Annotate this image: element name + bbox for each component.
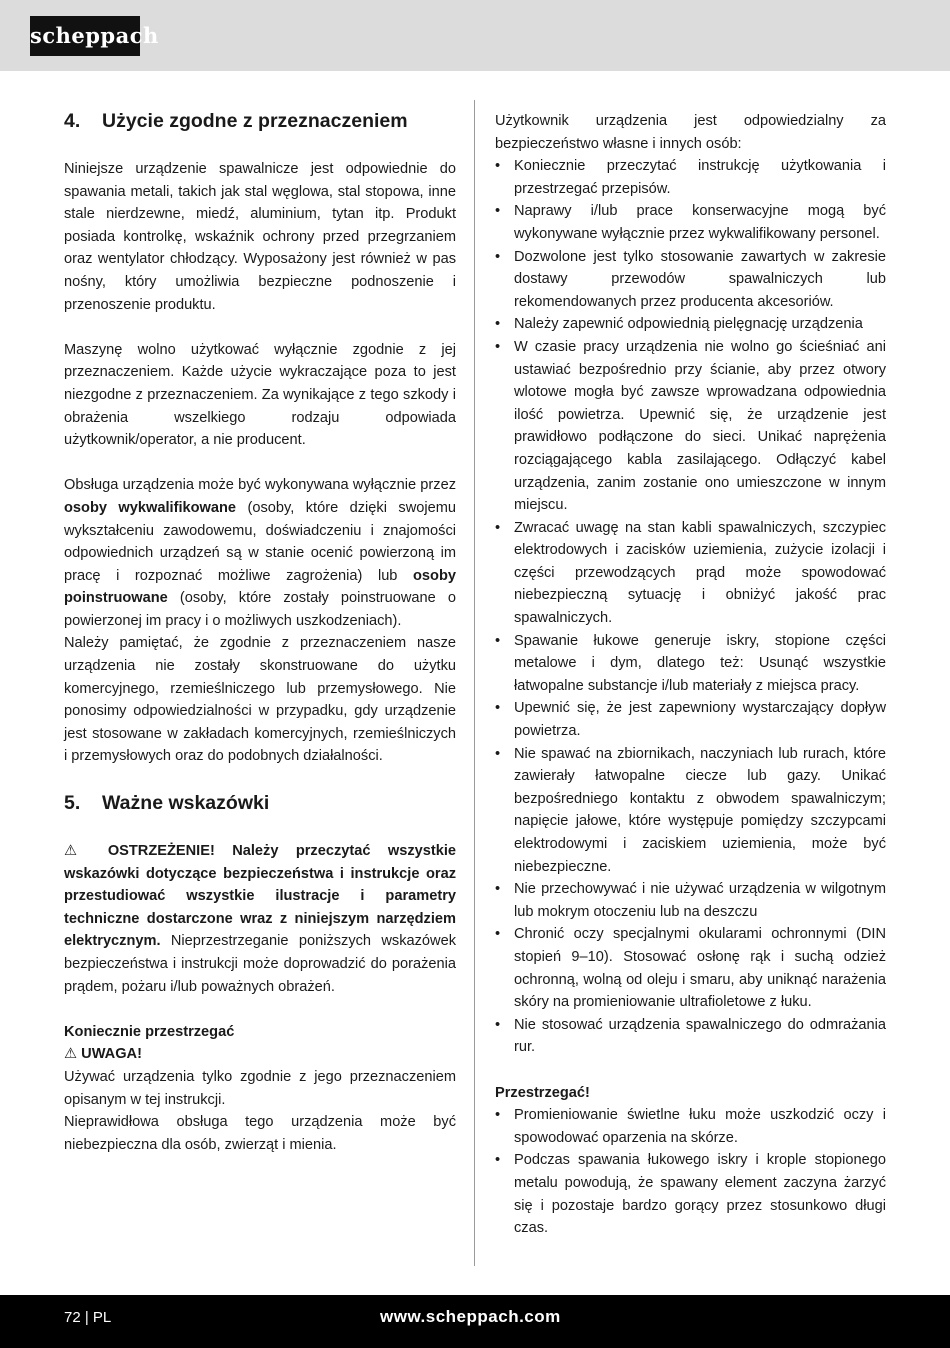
website-link[interactable]: www.scheppach.com (380, 1307, 561, 1326)
list-item: • Nie stosować urządzenia spawalniczego do odmrażania rur. (495, 1014, 886, 1059)
paragraph-non-commercial: Należy pamiętać, że zgodnie z przeznaczeniem nasze urządzenia nie zostały skonstruowane do użytku komercyjnego, rzemieślniczego lub przemysłowego. Nie ponosimy odpowiedzialności w przypadku, gdy urządzenie jest stosowane w zakładach komercyjnych, rzemieślniczych i przemysłowych oraz do podobnych działalności. (64, 635, 456, 765)
warning-text: Nieprzestrzeganie poniższych wskazówek bezpieczeństwa i instrukcji może doprowadzić do porażenia prądem, pożaru i/lub poważnych obrażeń. (64, 933, 456, 995)
list-item: • Spawanie łukowe generuje iskry, stopione części metalowe i dym, dlatego też: Usunąć wszystkie łatwopalne substancje i/lub materiały z miejsca pracy. (495, 630, 886, 698)
section-4-number: 4. (64, 110, 81, 132)
section-5-number: 5. (64, 792, 81, 815)
responsibility-intro: Użytkownik urządzenia jest odpowiedzialny za bezpieczeństwo własne i innych osób: (495, 113, 886, 152)
warning-bold-text: OSTRZEŻENIE! Należy przeczytać wszystkie wskazówki dotyczące bezpieczeństwa i instrukcje oraz przestudiować wszystkie ilustracje i parametry techniczne dostarczone wraz z niniejszym narzędziem elektrycznym. (64, 843, 456, 950)
caution-paragraph-1: Używać urządzenia tylko zgodnie z jego przeznaczeniem opisanym w tej instrukcji. (64, 1068, 456, 1108)
observe-heading: Koniecznie przestrzegać (64, 1023, 235, 1040)
left-column (64, 110, 456, 1156)
caution-label: ⚠ UWAGA! (64, 1046, 142, 1063)
brand-logo: scheppach (30, 16, 140, 56)
column-divider (474, 100, 475, 1266)
list-item: • W czasie pracy urządzenia nie wolno go ścieśniać ani ustawiać bezpośrednio przy ścianie, aby przez otwory wlotowe mogła być zawsze wprowadzana odpowiednia ilość powietrza. Upewnić się, że urządzenie jest prawidłowo podłączone do sieci. Unikać naprężenia rozciągającego kabla zasilającego. Odłączyć kabel urządzenia, zanim zostanie ono umieszczone w innym miejscu. (495, 336, 886, 517)
list-item: • Nie przechowywać i nie używać urządzenia w wilgotnym lub mokrym otoczeniu lub na deszczu (495, 878, 886, 923)
page-number: 72 | PL (64, 1309, 112, 1326)
warning-triangle-icon: ⚠ (64, 843, 91, 860)
list-item: • Naprawy i/lub prace konserwacyjne mogą być wykonywane wyłącznie przez wykwalifikowany personel. (495, 200, 886, 245)
qualified-persons: osoby wykwalifikowane (64, 499, 237, 516)
list-item: • Promieniowanie świetlne łuku może uszkodzić oczy i spowodować oparzenia na skórze. (495, 1104, 886, 1149)
list-item: • Podczas spawania łukowego iskry i krople stopionego metalu powodują, że spawany element zaczyna żarzyć się i pozostaje bardzo gorący przez stosunkowo długi czas. (495, 1149, 886, 1239)
paragraph-purpose: Niniejsze urządzenie spawalnicze jest odpowiednie do spawania metali, takich jak stal węglowa, stal stopowa, inne stale nierdzewne, miedź, aluminium, tytan itp. Produkt posiada kontrolkę, wskaźnik ochrony przed przegrzaniem oraz wentylator chłodzący. Wyposażony jest również w pas nośny, który umożliwia bezpieczne podnoszenie i przenoszenie produktu. (64, 161, 456, 313)
beware-list (495, 1104, 886, 1240)
list-item: • Nie spawać na zbiornikach, naczyniach lub rurach, które zawierały łatwopalne ciecze lub gazy. Unikać bezpośredniego kontaktu z obwodem spawalniczym; napięcie jałowe, które występuje pomiędzy szczypcami elektrodowymi i zaciskiem uziemienia, może być niebezpieczne. (495, 743, 886, 879)
list-item: • Zwracać uwagę na stan kabli spawalniczych, szczypiec elektrodowych i zacisków uziemienia, zużycie izolacji i części przewodzących prąd może spowodować niebezpieczną sytuację i obniżyć jakość prac spawalniczych. (495, 517, 886, 630)
right-column (495, 110, 886, 1240)
list-item: • Należy zapewnić odpowiednią pielęgnację urządzenia (495, 313, 886, 336)
warning-paragraph (64, 840, 456, 998)
list-item: • Chronić oczy specjalnymi okularami ochronnymi (DIN stopień 9–10). Stosować osłonę rąk i suchą odzież ochronną, wolną od oleju i smaru, aby uniknąć narażenia skóry na promieniowanie ultrafioletowe z łuku. (495, 923, 886, 1013)
safety-list (495, 155, 886, 1059)
page-header (0, 0, 950, 71)
warning-triangle-icon: ⚠ (64, 1046, 78, 1063)
paragraph-operators: Obsługa urządzenia może być wykonywana wyłącznie przez osoby wykwalifikowane (osoby, które dzięki swojemu wykształceniu zawodowemu, doświadczeniu i znajomości odpowiednich urządzeń są w stanie ocenić powierzoną im pracę i rozpoznać możliwe zagrożenia) lub osoby poinstruowane (osoby, które zostały poinstruowane o powierzonej im pracy i o możliwych uszkodzeniach). (64, 477, 456, 629)
page-footer (0, 1295, 950, 1348)
list-item: • Koniecznie przeczytać instrukcję użytkowania i przestrzegać przepisów. (495, 155, 886, 200)
paragraph-intended-use: Maszynę wolno użytkować wyłącznie zgodnie z jej przeznaczeniem. Każde użycie wykraczające poza to jest niezgodne z przeznaczeniem. Za wynikające z tego szkody i obrażenia wszelkiego rodzaju odpowiada użytkownik/operator, a nie producent. (64, 341, 456, 449)
instructed-persons: osoby poinstruowane (64, 567, 456, 607)
section-4-heading (64, 110, 456, 132)
caution-paragraph-2: Nieprawidłowa obsługa tego urządzenia może być niebezpieczna dla osób, zwierząt i mienia. (64, 1114, 456, 1153)
list-item: • Upewnić się, że jest zapewniony wystarczający dopływ powietrza. (495, 697, 886, 742)
section-4-title: Użycie zgodne z przeznaczeniem (102, 110, 408, 132)
section-5-heading (64, 792, 456, 814)
list-item: • Dozwolone jest tylko stosowanie zawartych w zakresie dostawy przewodów spawalniczych lub rekomendowanych przez producenta akcesoriów. (495, 246, 886, 314)
section-5-title: Ważne wskazówki (102, 792, 270, 815)
beware-heading: Przestrzegać! (495, 1084, 590, 1101)
